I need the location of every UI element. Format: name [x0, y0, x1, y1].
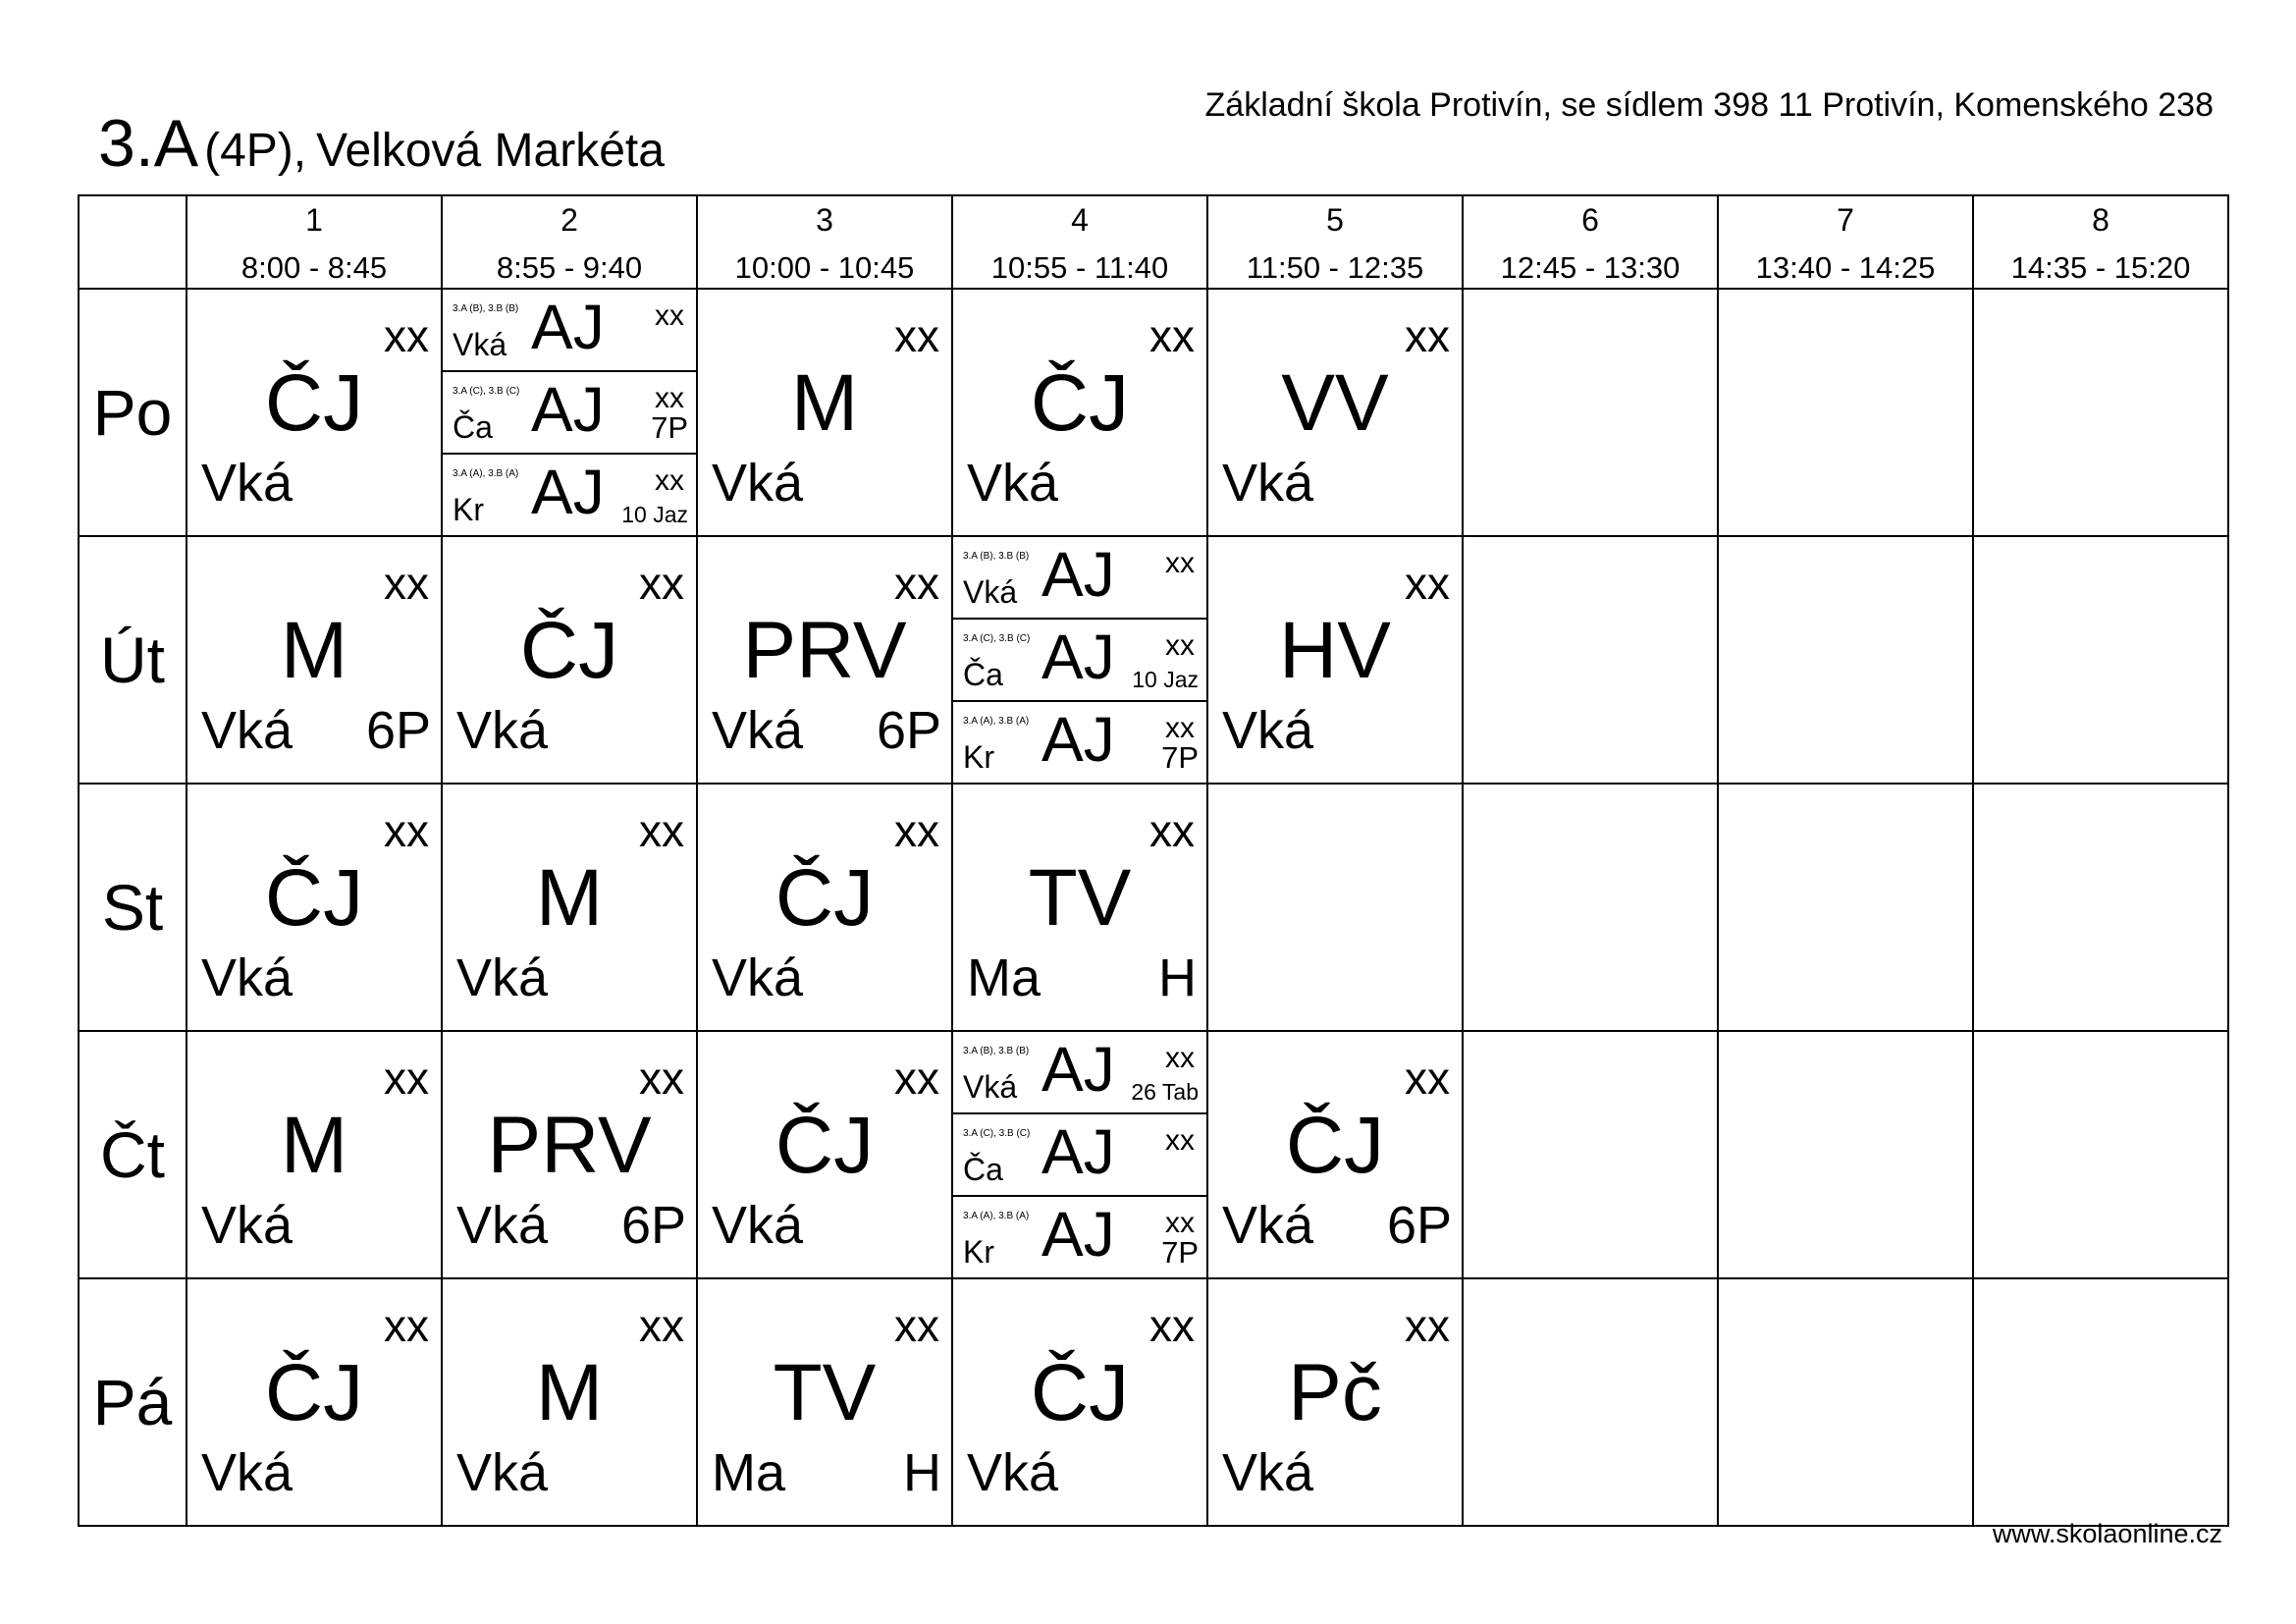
- lesson-mark: xx: [894, 1300, 939, 1351]
- group-lesson[interactable]: [953, 537, 1206, 620]
- teacher-code: Vká: [201, 948, 294, 1007]
- subject-code: TV: [773, 1348, 877, 1437]
- lesson-cell[interactable]: [1208, 1279, 1464, 1527]
- corner-cell: [80, 196, 187, 290]
- period-number: 5: [1326, 202, 1344, 238]
- teacher-code: Vká: [1222, 454, 1314, 513]
- teacher-code: Ča: [963, 1152, 1003, 1187]
- lesson-cell[interactable]: [187, 1032, 443, 1279]
- subject-code: ČJ: [1030, 358, 1130, 448]
- subject-code: AJ: [531, 457, 605, 527]
- empty-slot: [1974, 537, 2229, 785]
- group-label: 3.A (C), 3.B (C): [963, 1128, 1031, 1139]
- home-room: (4P),: [204, 125, 307, 177]
- day-label: Čt: [80, 1032, 187, 1279]
- period-number: 6: [1581, 202, 1599, 238]
- subject-code: Pč: [1288, 1348, 1382, 1437]
- room-code: 26 Tab: [1131, 1079, 1199, 1105]
- teacher-code: Ma: [967, 948, 1041, 1007]
- room-code: 6P: [1386, 1196, 1452, 1255]
- period-header: [698, 196, 953, 290]
- teacher-code: Vká: [453, 327, 507, 362]
- subject-code: M: [535, 853, 604, 943]
- group-label: 3.A (A), 3.B (A): [963, 1211, 1030, 1221]
- split-lesson-cell[interactable]: [443, 290, 698, 537]
- lesson-cell[interactable]: [953, 1279, 1208, 1527]
- subject-code: AJ: [1041, 704, 1115, 775]
- subject-code: AJ: [1041, 1199, 1115, 1270]
- teacher-code: Vká: [967, 1443, 1059, 1502]
- teacher-code: Ma: [712, 1443, 786, 1502]
- lesson-cell[interactable]: [187, 537, 443, 785]
- lesson-cell[interactable]: [443, 785, 698, 1032]
- lesson-mark: xx: [1149, 310, 1195, 361]
- lesson-mark: xx: [639, 558, 684, 609]
- period-number: 2: [561, 202, 578, 238]
- room-code: 7P: [1161, 740, 1199, 775]
- lesson-cell[interactable]: [443, 537, 698, 785]
- group-lesson[interactable]: [953, 702, 1206, 783]
- lesson-mark: xx: [1149, 805, 1195, 856]
- lesson-mark: xx: [384, 558, 429, 609]
- lesson-cell[interactable]: [698, 1279, 953, 1527]
- subject-code: HV: [1279, 606, 1391, 695]
- subject-code: M: [790, 358, 859, 448]
- subject-code: PRV: [487, 1101, 652, 1190]
- empty-slot: [1719, 1032, 1974, 1279]
- teacher-code: Vká: [967, 454, 1059, 513]
- lesson-mark: xx: [639, 1300, 684, 1351]
- period-header: [953, 196, 1208, 290]
- empty-slot: [1719, 290, 1974, 537]
- footer-website: www.skolaonline.cz: [1992, 1519, 2222, 1548]
- group-lesson[interactable]: [953, 1197, 1206, 1277]
- subject-code: M: [280, 1101, 348, 1190]
- lesson-cell[interactable]: [187, 785, 443, 1032]
- lesson-mark: xx: [1405, 1300, 1450, 1351]
- empty-slot: [1719, 537, 1974, 785]
- subject-code: AJ: [1041, 622, 1115, 692]
- empty-slot: [1464, 1279, 1719, 1527]
- lesson-cell[interactable]: [1208, 537, 1464, 785]
- room-code: 6P: [365, 701, 431, 760]
- lesson-mark: xx: [1165, 629, 1195, 662]
- teacher-code: Vká: [963, 574, 1018, 610]
- lesson-cell[interactable]: [698, 537, 953, 785]
- teacher-code: Vká: [712, 454, 804, 513]
- lesson-cell[interactable]: [698, 1032, 953, 1279]
- lesson-mark: xx: [1149, 1300, 1195, 1351]
- page-title: [98, 106, 665, 181]
- lesson-cell[interactable]: [1208, 290, 1464, 537]
- empty-slot: [1464, 290, 1719, 537]
- period-time: 12:45 - 13:30: [1500, 250, 1681, 285]
- lesson-cell[interactable]: [698, 785, 953, 1032]
- lesson-mark: xx: [1165, 1124, 1195, 1157]
- lesson-mark: xx: [384, 805, 429, 856]
- period-header: [1208, 196, 1464, 290]
- group-label: 3.A (A), 3.B (A): [963, 716, 1030, 727]
- empty-slot: [1974, 290, 2229, 537]
- empty-slot: [1974, 1032, 2229, 1279]
- empty-slot: [1464, 785, 1719, 1032]
- subject-code: AJ: [531, 374, 605, 445]
- period-number: 7: [1837, 202, 1854, 238]
- lesson-mark: xx: [894, 1053, 939, 1104]
- lesson-cell[interactable]: [1208, 1032, 1464, 1279]
- subject-code: PRV: [742, 606, 907, 695]
- empty-slot: [1208, 785, 1464, 1032]
- subject-code: M: [280, 606, 348, 695]
- group-label: 3.A (C), 3.B (C): [963, 633, 1031, 644]
- teacher-code: Kr: [963, 739, 994, 775]
- lesson-mark: xx: [1405, 1053, 1450, 1104]
- teacher-code: Vká: [456, 701, 549, 760]
- day-label: Pá: [80, 1279, 187, 1527]
- lesson-mark: xx: [384, 1053, 429, 1104]
- teacher-code: Vká: [456, 1196, 549, 1255]
- day-label: St: [80, 785, 187, 1032]
- room-code: 10 Jaz: [621, 502, 688, 527]
- empty-slot: [1974, 785, 2229, 1032]
- period-header: [1464, 196, 1719, 290]
- lesson-mark: xx: [1405, 558, 1450, 609]
- subject-code: AJ: [1041, 539, 1115, 610]
- room-code: H: [1158, 948, 1197, 1007]
- class-teacher: Velková Markéta: [316, 125, 665, 177]
- teacher-code: Vká: [963, 1069, 1018, 1105]
- teacher-code: Vká: [1222, 1443, 1314, 1502]
- subject-code: ČJ: [774, 853, 875, 943]
- period-number: 8: [2092, 202, 2109, 238]
- period-time: 10:00 - 10:45: [734, 250, 915, 285]
- lesson-mark: xx: [894, 310, 939, 361]
- group-lesson[interactable]: [953, 1114, 1206, 1197]
- room-code: H: [903, 1443, 941, 1502]
- subject-code: ČJ: [1030, 1348, 1130, 1437]
- lesson-mark: xx: [1165, 547, 1195, 579]
- teacher-code: Vká: [456, 948, 549, 1007]
- lesson-mark: xx: [1165, 1042, 1195, 1074]
- group-label: 3.A (A), 3.B (A): [453, 468, 519, 479]
- subject-code: ČJ: [264, 358, 364, 448]
- teacher-code: Vká: [201, 1196, 294, 1255]
- school-name: Základní škola Protivín, se sídlem 398 11 Protivín, Komenského 238: [1204, 86, 2214, 124]
- group-lesson[interactable]: [953, 620, 1206, 702]
- room-code: 10 Jaz: [1132, 667, 1199, 692]
- teacher-code: Vká: [201, 454, 294, 513]
- subject-code: M: [535, 1348, 604, 1437]
- group-label: 3.A (B), 3.B (B): [453, 303, 519, 314]
- lesson-mark: xx: [1165, 712, 1195, 744]
- period-number: 1: [305, 202, 323, 238]
- period-header: [187, 196, 443, 290]
- teacher-code: Kr: [963, 1234, 994, 1270]
- teacher-code: Vká: [712, 701, 804, 760]
- lesson-mark: xx: [639, 805, 684, 856]
- lesson-cell[interactable]: [698, 290, 953, 537]
- split-lesson-cell[interactable]: [953, 537, 1208, 785]
- room-code: 7P: [651, 410, 688, 445]
- lesson-mark: xx: [1165, 1207, 1195, 1239]
- room-code: 6P: [620, 1196, 686, 1255]
- group-lesson[interactable]: [953, 1032, 1206, 1114]
- group-lesson[interactable]: [443, 290, 696, 372]
- split-lesson-cell[interactable]: [953, 1032, 1208, 1279]
- timetable-grid: [78, 194, 2229, 1527]
- lesson-mark: xx: [655, 299, 684, 332]
- teacher-code: Vká: [1222, 1196, 1314, 1255]
- lesson-cell[interactable]: [187, 290, 443, 537]
- lesson-mark: xx: [384, 310, 429, 361]
- lesson-mark: xx: [894, 805, 939, 856]
- period-time: 8:55 - 9:40: [496, 250, 643, 285]
- teacher-code: Vká: [456, 1443, 549, 1502]
- subject-code: TV: [1028, 853, 1132, 943]
- period-header: [1719, 196, 1974, 290]
- teacher-code: Kr: [453, 492, 484, 527]
- empty-slot: [1464, 1032, 1719, 1279]
- day-label: Po: [80, 290, 187, 537]
- lesson-mark: xx: [1405, 310, 1450, 361]
- group-label: 3.A (C), 3.B (C): [453, 386, 520, 397]
- subject-code: AJ: [1041, 1034, 1115, 1105]
- teacher-code: Vká: [712, 948, 804, 1007]
- class-name: 3.A: [98, 106, 199, 181]
- empty-slot: [1719, 1279, 1974, 1527]
- teacher-code: Vká: [201, 701, 294, 760]
- period-number: 4: [1071, 202, 1089, 238]
- lesson-cell[interactable]: [187, 1279, 443, 1527]
- room-code: 7P: [1161, 1235, 1199, 1270]
- period-time: 8:00 - 8:45: [240, 250, 388, 285]
- lesson-cell[interactable]: [953, 785, 1208, 1032]
- subject-code: AJ: [1041, 1116, 1115, 1187]
- empty-slot: [1974, 1279, 2229, 1527]
- group-label: 3.A (B), 3.B (B): [963, 1046, 1030, 1056]
- subject-code: ČJ: [264, 1348, 364, 1437]
- subject-code: AJ: [531, 292, 605, 362]
- period-time: 13:40 - 14:25: [1755, 250, 1936, 285]
- subject-code: ČJ: [774, 1101, 875, 1190]
- room-code: 6P: [876, 701, 941, 760]
- lesson-mark: xx: [655, 464, 684, 497]
- empty-slot: [1464, 537, 1719, 785]
- day-label: Út: [80, 537, 187, 785]
- group-lesson[interactable]: [443, 372, 696, 455]
- lesson-cell[interactable]: [443, 1032, 698, 1279]
- period-time: 11:50 - 12:35: [1246, 250, 1424, 285]
- period-header: [1974, 196, 2229, 290]
- teacher-code: Ča: [453, 409, 493, 445]
- subject-code: ČJ: [1285, 1101, 1385, 1190]
- period-time: 14:35 - 15:20: [2010, 250, 2191, 285]
- period-time: 10:55 - 11:40: [990, 250, 1169, 285]
- teacher-code: Vká: [712, 1196, 804, 1255]
- lesson-cell[interactable]: [443, 1279, 698, 1527]
- subject-code: ČJ: [519, 606, 619, 695]
- empty-slot: [1719, 785, 1974, 1032]
- subject-code: VV: [1281, 358, 1389, 448]
- lesson-cell[interactable]: [953, 290, 1208, 537]
- group-lesson[interactable]: [443, 455, 696, 535]
- teacher-code: Vká: [201, 1443, 294, 1502]
- teacher-code: Vká: [1222, 701, 1314, 760]
- lesson-mark: xx: [894, 558, 939, 609]
- subject-code: ČJ: [264, 853, 364, 943]
- group-label: 3.A (B), 3.B (B): [963, 551, 1030, 562]
- lesson-mark: xx: [655, 382, 684, 414]
- lesson-mark: xx: [384, 1300, 429, 1351]
- teacher-code: Ča: [963, 657, 1003, 692]
- lesson-mark: xx: [639, 1053, 684, 1104]
- period-number: 3: [816, 202, 833, 238]
- period-header: [443, 196, 698, 290]
